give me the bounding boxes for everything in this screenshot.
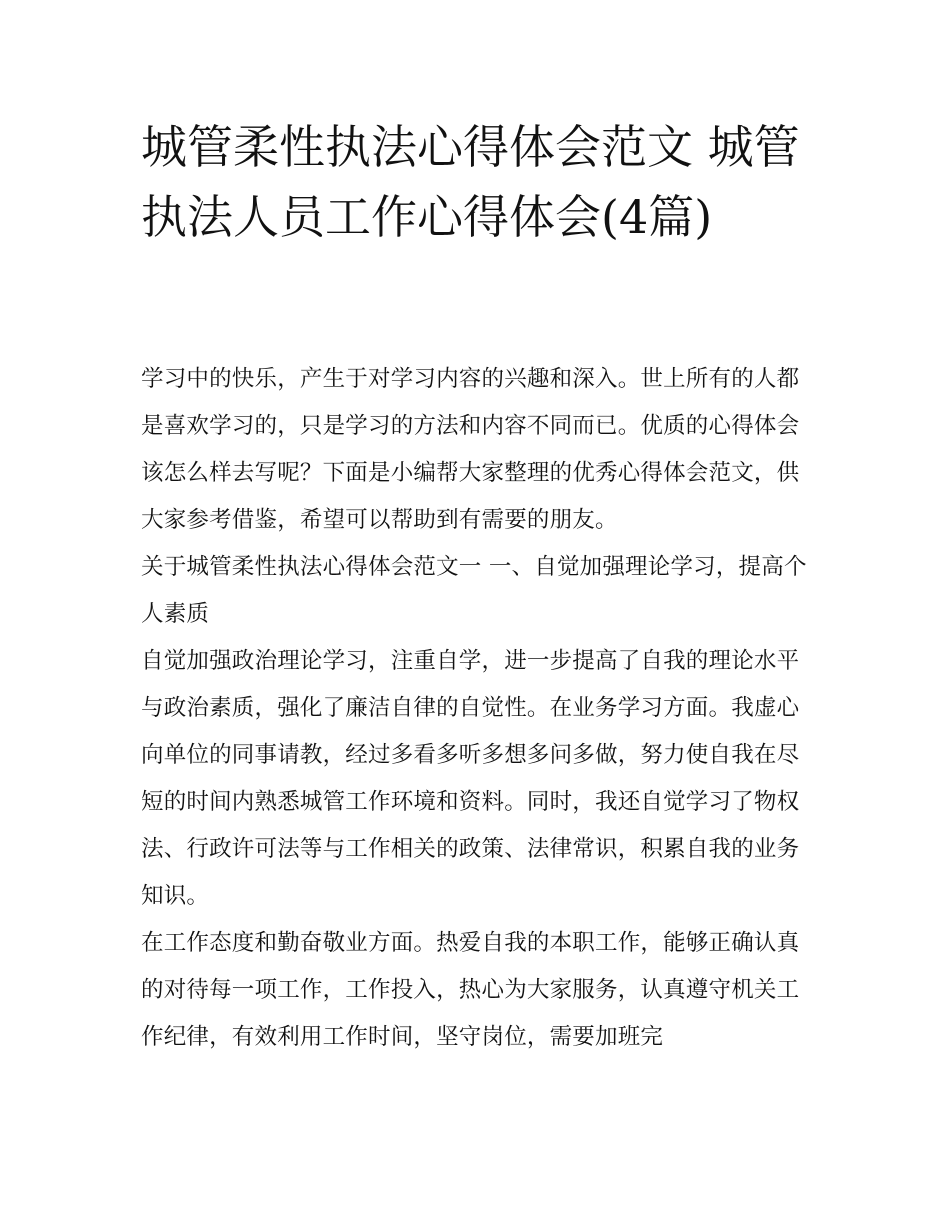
paragraph-theory-study: 自觉加强政治理论学习，注重自学，进一步提高了自我的理论水平与政治素质，强化了廉洁自律的自觉性。在业务学习方面。我虚心向单位的同事请教，经过多看多听多想多问多做，努力使自我在尽短的时间内熟悉城管工作环境和资料。同时，我还自觉学习了物权法、行政许可法等与工作相关的政策、法律常识，积累自我的业务知识。 (141, 648, 800, 909)
document-title: 城管柔性执法心得体会范文 城管执法人员工作心得体会(4篇) (141, 120, 800, 244)
document-body (141, 356, 813, 1061)
paragraph-intro: 学习中的快乐，产生于对学习内容的兴趣和深入。世上所有的人都是喜欢学习的，只是学习的方法和内容不同而已。优质的心得体会该怎么样去写呢？下面是小编帮大家整理的优秀心得体会范文，供大家参考借鉴，希望可以帮助到有需要的朋友。 (141, 366, 800, 533)
paragraph-work-attitude: 在工作态度和勤奋敬业方面。热爱自我的本职工作，能够正确认真的对待每一项工作，工作投入，热心为大家服务，认真遵守机关工作纪律，有效利用工作时间，坚守岗位，需要加班完 (141, 930, 800, 1050)
paragraph-section-heading: 关于城管柔性执法心得体会范文一 一、自觉加强理论学习，提高个人素质 (141, 554, 807, 627)
